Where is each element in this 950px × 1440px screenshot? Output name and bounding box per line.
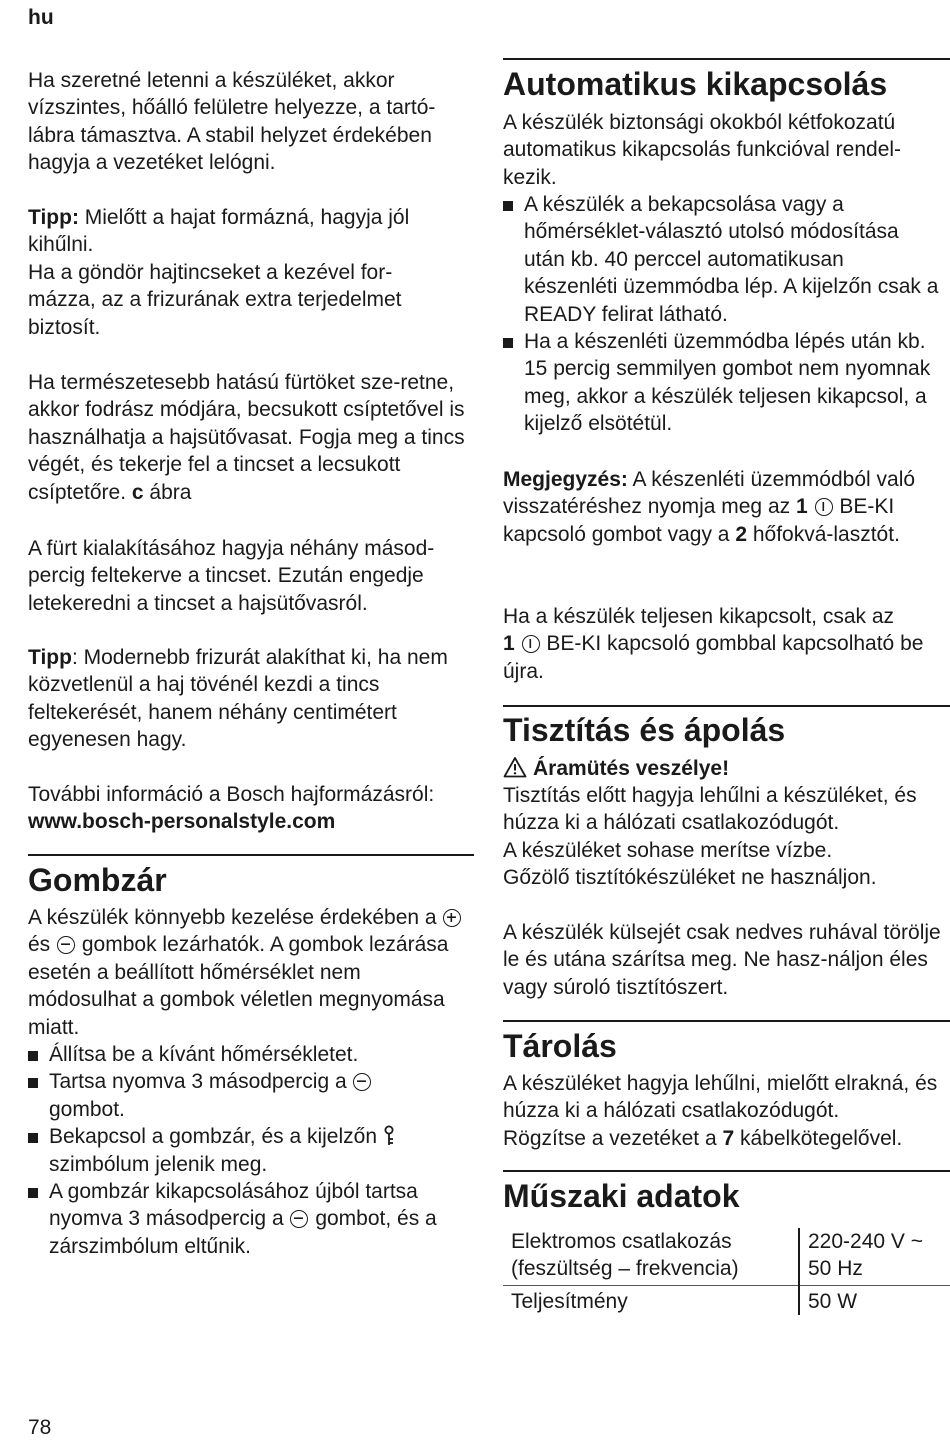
- key-lock-icon: [383, 1125, 395, 1147]
- note-text: BE-KI kapcsoló gombot vagy a: [503, 495, 895, 546]
- tip-text: Mielőtt a hajat formázná, hagyja jól kihűlni.: [28, 206, 410, 257]
- selector-number: 2: [735, 522, 747, 546]
- list-item: [28, 1178, 468, 1260]
- spec-label: Elektromos csatlakozás (feszültség – frekvencia): [503, 1228, 799, 1285]
- cleaning-no-steam: Gőzölő tisztítókészüléket ne használjon.: [503, 866, 877, 889]
- step-text-cont: gombot.: [49, 1097, 125, 1121]
- auto-off-intro: A készülék biztonsági okokból kétfokozatú automatikus kikapcsolás funkcióval rendel-kezik.: [503, 111, 902, 189]
- spec-value: 220-240 V ~ 50 Hz: [799, 1228, 950, 1285]
- heading-auto-off: Automatikus kikapcsolás: [503, 66, 888, 102]
- section-divider: [503, 1020, 950, 1022]
- bullet-square: [28, 1133, 38, 1143]
- placement-paragraph: Ha szeretné letenni a készüléket, akkor vízszintes, hőálló felületre helyezze, a tartó-lábra támasztva. A stabil helyzet érdekében hagyja a vezetéket lelógni.: [28, 69, 436, 175]
- tip2-text: : Modernebb frizurát alakíthat ki, ha nem közvetlenül a haj tövénél kezdi a tincs feltekerését, hanem néhány centimétert egyenesen hagy.: [28, 646, 448, 752]
- tip-continuation: Ha a göndör hajtincseket a kezével for-mázza, az a frizurának extra terjedelmet biztosít.: [28, 261, 402, 339]
- gombzar-intro-b: gombok lezárhatók. A gombok lezárása esetén a beállított hőmérséklet nem módosulhat a gombok véletlen megnyomása miatt.: [28, 933, 449, 1039]
- figure-ref-suffix: ábra: [143, 480, 192, 504]
- power-button-icon: [522, 635, 540, 653]
- step-text: Tartsa nyomva 3 másodpercig a: [49, 1070, 347, 1094]
- cleaning-paragraph-2: A készülék külsejét csak nedves ruhával törölje le és utána szárítsa meg. Ne hasz-náljon éles vagy súroló tisztítószert.: [503, 921, 941, 999]
- page-number: 78: [28, 1416, 52, 1439]
- storage-text: Rögzítse a vezetéket a: [503, 1126, 723, 1150]
- curl-forming-paragraph: A fürt kialakításához hagyja néhány másod-percig feltekerve a tincset. Ezután engedje letekeredni a tincset a hajsütővasról.: [28, 537, 435, 615]
- cleaning-paragraph-1: Tisztítás előtt hagyja lehűlni a készüléket, és húzza ki a hálózati csatlakozódugót.: [503, 784, 917, 835]
- heading-cleaning: Tisztítás és ápolás: [503, 712, 786, 748]
- spec-label: Teljesítmény: [503, 1285, 799, 1315]
- gombzar-steps: [28, 1041, 468, 1260]
- cable-tie-number: 7: [722, 1126, 735, 1150]
- minus-button-icon: [290, 1210, 308, 1228]
- storage-paragraph: [503, 1070, 950, 1152]
- heading-storage: Tárolás: [503, 1028, 617, 1064]
- tip-label: Tipp:: [28, 206, 79, 229]
- natural-curls-text: Ha természetesebb hatású fürtöket sze-retne, akkor fodrász módjára, becsukott csíptetővel is használhatja a hajsütővasat. Fogja meg a tincs végét, és tekerje fel a tincset a lecsukott csíptetőre.: [28, 371, 465, 504]
- list-item: [28, 1068, 468, 1123]
- power-button-icon: [815, 498, 833, 516]
- minus-button-icon: [57, 936, 75, 954]
- figure-ref: c: [131, 480, 144, 504]
- step-text: A készülék a bekapcsolása vagy a hőmérséklet-választó utolsó módosítása után kb. 40 perccel automatikusan készenléti üzemmódba lép. A kijelzőn csak a READY felirat látható.: [524, 193, 939, 326]
- note-label: Megjegyzés:: [503, 468, 628, 491]
- power-on-text: Ha a készülék teljesen kikapcsolt, csak az: [503, 605, 895, 628]
- gombzar-intro-and: és: [28, 933, 51, 957]
- bullet-square: [28, 1188, 38, 1198]
- note-text: hőfokvá-lasztót.: [747, 522, 900, 546]
- gombzar-intro: [28, 904, 468, 1041]
- spec-table: [503, 1228, 950, 1315]
- natural-curls-paragraph: [28, 369, 468, 506]
- bullet-square: [28, 1078, 38, 1088]
- list-item: [28, 1041, 468, 1068]
- minus-button-icon: [353, 1073, 371, 1091]
- heading-technical: Műszaki adatok: [503, 1178, 740, 1214]
- note-text: A készenléti üzemmódból való visszatéréshez nyomja meg az: [503, 468, 916, 519]
- table-row: [503, 1285, 950, 1315]
- tip2-label: Tipp: [28, 646, 72, 669]
- list-item: [28, 1123, 468, 1178]
- shock-warning: [503, 755, 943, 782]
- power-on-text: BE-KI kapcsoló gombbal kapcsolható be újra.: [503, 632, 924, 683]
- step-text-cont: szimbólum jelenik meg.: [49, 1152, 268, 1176]
- language-code: hu: [28, 6, 54, 29]
- tip-paragraph-1: [28, 204, 458, 259]
- table-row: [503, 1228, 950, 1285]
- section-divider: [503, 705, 950, 707]
- step-text-cont: gombot, és a zárszimbólum eltűnik.: [49, 1207, 437, 1258]
- step-text: Állítsa be a kívánt hőmérsékletet.: [49, 1043, 359, 1066]
- section-divider: [503, 58, 950, 60]
- storage-text: kábelkötegelővel.: [734, 1126, 903, 1150]
- warning-triangle-icon: [503, 756, 527, 778]
- tip-paragraph-2: [28, 644, 458, 754]
- step-text: A gombzár kikapcsolásához újból tartsa nyomva 3 másodpercig a: [49, 1180, 418, 1231]
- warning-text: Áramütés veszélye!: [533, 757, 730, 780]
- spec-value: 50 W: [808, 1289, 858, 1313]
- plus-button-icon: [443, 909, 461, 927]
- storage-text: A készüléket hagyja lehűlni, mielőtt elrakná, és húzza ki a hálózati csatlakozódugót.: [503, 1072, 938, 1123]
- cleaning-no-water: A készüléket sohase merítse vízbe.: [503, 839, 833, 862]
- heading-gombzar: Gombzár: [28, 862, 167, 898]
- power-on-paragraph: [503, 603, 943, 685]
- button-number: 1: [795, 495, 808, 519]
- bosch-url[interactable]: www.bosch-personalstyle.com: [28, 810, 336, 833]
- section-divider: [28, 854, 474, 856]
- bullet-square: [503, 201, 513, 211]
- step-text: Bekapcsol a gombzár, és a kijelzőn: [49, 1125, 378, 1149]
- bullet-square: [503, 338, 513, 348]
- list-item: [503, 328, 943, 438]
- step-text: Ha a készenléti üzemmódba lépés után kb. 15 percig semmilyen gombot nem nyomnak meg, akkor a készülék teljesen kikapcsol, a kijelző elsötétül.: [524, 330, 931, 436]
- bosch-link[interactable]: [28, 808, 474, 835]
- list-item: [503, 191, 943, 328]
- section-divider: [503, 1170, 950, 1172]
- bullet-square: [28, 1051, 38, 1061]
- gombzar-intro-a: A készülék könnyebb kezelése érdekében a: [28, 906, 437, 929]
- auto-off-steps: [503, 191, 943, 438]
- note-paragraph: [503, 466, 943, 548]
- button-number: 1: [503, 632, 515, 656]
- info-text: További információ a Bosch hajformázásról:: [28, 783, 435, 806]
